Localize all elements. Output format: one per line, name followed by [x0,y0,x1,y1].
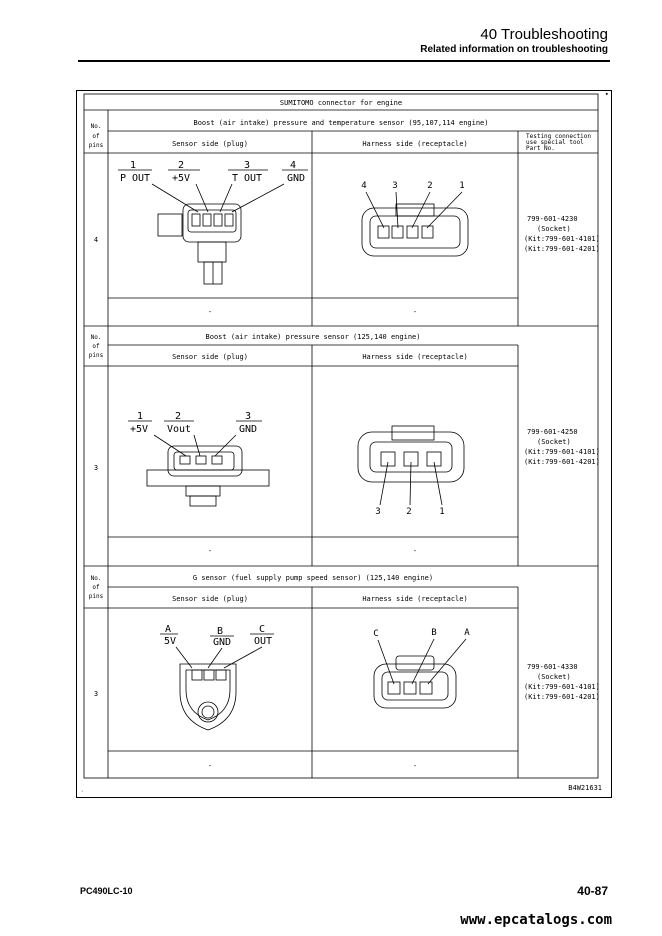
col-sensor-side-2: Sensor side (plug) [172,353,248,361]
harness1-pin4-num: 4 [361,181,367,191]
no-of-pins-label-2b: of [92,343,100,350]
sensor-name-1: Boost (air intake) pressure and temperature sensor (95,107,114 engine) [193,119,489,127]
harness-part-2: - [412,547,418,555]
sensor2-pin2-num: 2 [174,411,182,422]
sensor-part-1: - [207,308,213,316]
harness3-pinB-num: B [431,628,437,638]
harness3-pinA-num: A [464,628,470,638]
harness2-pin1-num: 1 [439,507,445,517]
sensor3-pinB-sig: GND [212,637,232,648]
sensor3-pinA-sig: 5V [163,636,177,647]
harness1-pin2-num: 2 [427,181,433,191]
col-sensor-side-1: Sensor side (plug) [172,140,248,148]
sensor-part-3: - [207,762,213,770]
frame-corner-dot: · [81,788,84,795]
section-subtitle: Related information on troubleshooting [420,44,608,55]
no-of-pins-label-1a: No. [90,123,102,130]
sensor3-pinA-num: A [164,624,172,635]
pin-count-1: 4 [93,236,99,244]
tool-kit-2b: (Kit:799-601-4201) [524,458,600,466]
sensor2-pin3-sig: GND [238,424,258,435]
harness1-drawing [362,192,468,256]
sensor1-pin1-num: 1 [129,160,137,171]
harness2-pin3-num: 3 [375,507,381,517]
sensor3-pinC-sig: OUT [253,636,273,647]
sensor1-pin2-sig: +5V [171,173,191,184]
page-number: 40-87 [577,884,608,898]
sensor3-pinB-num: B [216,626,224,637]
harness3-pinC-num: C [373,629,379,639]
harness2-pin2-num: 2 [406,507,412,517]
col-sensor-side-3: Sensor side (plug) [172,595,248,603]
tool-part-3: 799-601-4330 [527,663,578,671]
sensor3-pinC-num: C [258,624,266,635]
sensor1-pin2-num: 2 [177,160,185,171]
tool-kit-3a: (Kit:799-601-4101) [524,683,600,691]
frame-corner-mark: ▪ [605,91,608,98]
section-3 [89,574,600,770]
sensor1-pin3-sig: T OUT [231,173,263,184]
harness3-drawing [374,639,466,708]
sensor1-pin4-num: 4 [289,160,297,171]
tool-socket-1: (Socket) [537,225,571,233]
sensor1-drawing [118,170,308,284]
sensor1-pin4-sig: GND [286,173,306,184]
col-tool-1c: Part No. [526,145,555,152]
section-1 [89,119,600,316]
harness-part-3: - [412,762,418,770]
sensor-part-2: - [207,547,213,555]
table-grid [84,94,598,778]
sensor1-pin1-sig: P OUT [119,173,151,184]
col-harness-side-1: Harness side (receptacle) [362,140,468,148]
tool-socket-2: (Socket) [537,438,571,446]
harness-part-1: - [412,308,418,316]
tool-socket-3: (Socket) [537,673,571,681]
no-of-pins-label-2a: No. [90,334,102,341]
sensor-name-2: Boost (air intake) pressure sensor (125,140 engine) [205,333,421,341]
sensor-name-3: G sensor (fuel supply pump speed sensor) (125,140 engine) [192,574,434,582]
no-of-pins-label-3a: No. [90,575,102,582]
no-of-pins-label-2c: pins [88,352,104,359]
sensor2-pin3-num: 3 [244,411,252,422]
tool-part-2: 799-601-4250 [527,428,578,436]
table-title: SUMITOMO connector for engine [279,99,403,107]
col-tool-1a: Testing connection [526,133,592,140]
tool-kit-1b: (Kit:799-601-4201) [524,245,600,253]
machine-model: PC490LC-10 [80,886,133,896]
section-title: 40 Troubleshooting [480,26,608,43]
no-of-pins-label-3b: of [92,584,100,591]
sensor3-drawing [160,634,274,730]
sensor2-pin1-sig: +5V [129,424,149,435]
tool-kit-3b: (Kit:799-601-4201) [524,693,600,701]
col-harness-side-2: Harness side (receptacle) [362,353,468,361]
sensor1-pin3-num: 3 [243,160,251,171]
no-of-pins-label-1c: pins [88,142,104,149]
tool-kit-2a: (Kit:799-601-4101) [524,448,600,456]
pin-count-2: 3 [93,464,99,472]
sensor2-pin2-sig: Vout [166,424,192,435]
col-tool-1b: use special tool [526,139,584,146]
watermark-url: www.epcatalogs.com [460,912,612,928]
pin-count-3: 3 [93,690,99,698]
harness1-pin3-num: 3 [392,181,398,191]
no-of-pins-label-3c: pins [88,593,104,600]
col-harness-side-3: Harness side (receptacle) [362,595,468,603]
sensor2-pin1-num: 1 [136,411,144,422]
tool-part-1: 799-601-4230 [527,215,578,223]
harness1-pin1-num: 1 [459,181,465,191]
no-of-pins-label-1b: of [92,133,100,140]
drawing-number: B4W21631 [568,784,602,792]
harness2-drawing [358,426,464,505]
tool-kit-1a: (Kit:799-601-4101) [524,235,600,243]
